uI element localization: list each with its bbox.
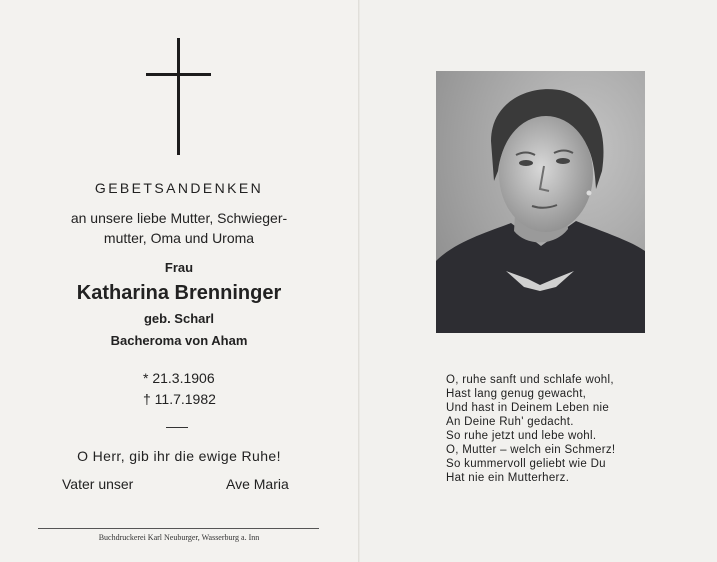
prayer-left: Vater unser bbox=[62, 476, 134, 492]
printer-credit: Buchdruckerei Karl Neuburger, Wasserburg a. Inn bbox=[98, 533, 260, 542]
poem-line: O, ruhe sanft und schlafe wohl, bbox=[446, 374, 614, 386]
origin: Bacheroma von Aham bbox=[110, 333, 248, 348]
portrait-image bbox=[436, 71, 645, 333]
intro-line-2: mutter, Oma und Uroma bbox=[103, 230, 255, 246]
heading: GEBETSANDENKEN bbox=[94, 180, 264, 196]
cross-icon-bar bbox=[146, 73, 211, 76]
portrait-photo bbox=[436, 71, 645, 333]
divider bbox=[166, 427, 188, 428]
poem bbox=[446, 373, 615, 485]
title: Frau bbox=[164, 260, 194, 275]
death-date: † 11.7.1982 bbox=[143, 391, 216, 407]
poem-line: Und hast in Deinem Leben nie bbox=[446, 402, 610, 414]
cross-icon bbox=[177, 38, 180, 155]
footer-rule bbox=[38, 528, 319, 529]
left-page bbox=[0, 0, 358, 562]
poem-line: So kummervoll geliebt wie Du bbox=[446, 458, 606, 470]
birth-date: * 21.3.1906 bbox=[143, 370, 215, 386]
poem-line: Hat nie ein Mutterherz. bbox=[446, 472, 570, 484]
prayer: O Herr, gib ihr die ewige Ruhe! bbox=[77, 448, 281, 464]
prayer-right: Ave Maria bbox=[226, 476, 289, 492]
poem-line: So ruhe jetzt und lebe wohl. bbox=[446, 430, 597, 442]
deceased-name: Katharina Brenninger bbox=[76, 282, 282, 304]
poem-line: An Deine Ruh' gedacht. bbox=[446, 416, 574, 428]
maiden-name: geb. Scharl bbox=[143, 311, 215, 326]
poem-line: Hast lang genug gewacht, bbox=[446, 388, 587, 400]
intro-line-1: an unsere liebe Mutter, Schwieger- bbox=[70, 210, 288, 226]
poem-line: O, Mutter – welch ein Schmerz! bbox=[446, 444, 616, 456]
